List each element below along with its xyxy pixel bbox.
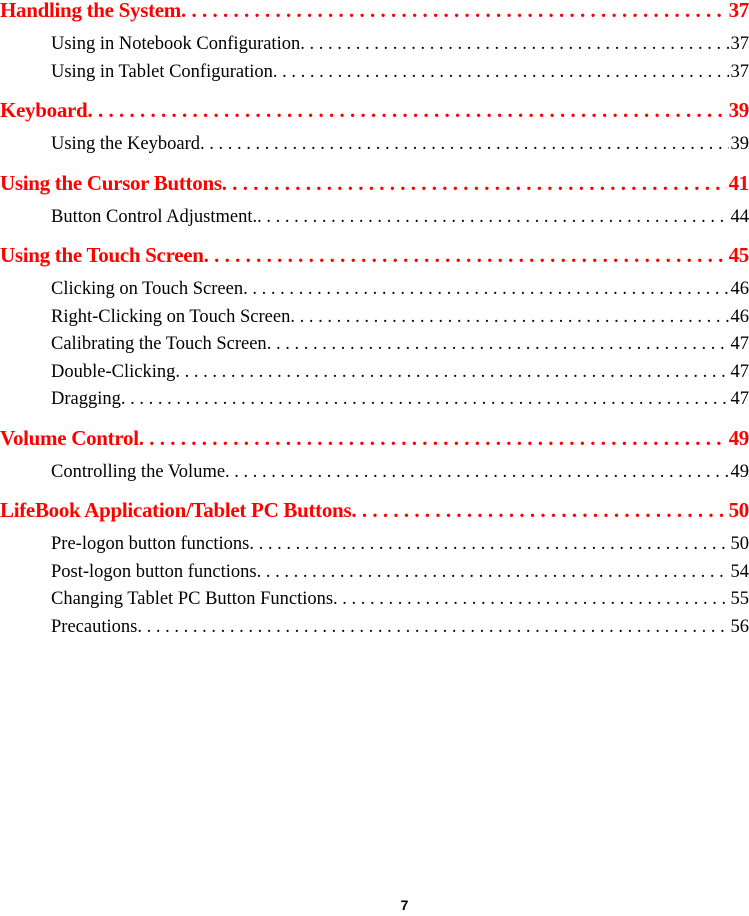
toc-chapter-page: 49 <box>728 425 749 450</box>
toc-entry-row[interactable] <box>0 31 749 59</box>
dot-leader <box>351 497 726 523</box>
toc-entry-page: 47 <box>730 389 749 409</box>
dot-leader <box>139 425 727 451</box>
toc-entry-page: 37 <box>730 34 749 54</box>
toc-chapter-title: LifeBook Application/Tablet PC Buttons <box>0 498 352 522</box>
toc-entry-page: 47 <box>730 334 749 354</box>
toc-entry-title: Double-Clicking <box>51 361 176 382</box>
toc-entry-row[interactable] <box>0 586 749 614</box>
toc-entry-row[interactable] <box>0 276 749 304</box>
toc-entry-page: 54 <box>730 561 749 582</box>
dot-leader <box>333 586 728 614</box>
toc-chapter-section <box>0 497 749 641</box>
toc-entry-row[interactable] <box>0 359 749 387</box>
toc-chapter-page: 37 <box>728 0 749 22</box>
toc-entry-title: Right-Clicking on Touch Screen <box>51 306 291 327</box>
toc-chapter-row[interactable] <box>0 497 749 523</box>
toc-entry-row[interactable] <box>0 59 749 87</box>
toc-chapter-section <box>0 170 749 232</box>
toc-entry-title: Using in Notebook Configuration <box>51 34 301 54</box>
toc-entry-page: 50 <box>730 534 749 554</box>
toc-entry-title: Using in Tablet Configuration <box>51 61 273 82</box>
toc-entry-row[interactable] <box>0 559 749 587</box>
toc-chapter-page: 41 <box>728 170 749 195</box>
toc-entry-row[interactable] <box>0 204 749 232</box>
toc-entry-title: Changing Tablet PC Button Functions <box>51 589 334 609</box>
toc-chapter-section <box>0 97 749 159</box>
dot-leader <box>273 59 729 87</box>
dot-leader <box>257 559 729 587</box>
toc-entry-page: 39 <box>730 134 749 154</box>
toc-chapter-row[interactable] <box>0 242 749 268</box>
toc-entry-page: 47 <box>730 361 749 382</box>
dot-leader <box>204 242 727 268</box>
toc-entry-page: 46 <box>730 306 749 327</box>
toc-chapter-section <box>0 242 749 414</box>
toc-chapter-title: Using the Cursor Buttons <box>0 170 222 195</box>
dot-leader <box>290 304 728 332</box>
toc-entry-title: Controlling the Volume <box>51 461 226 482</box>
dot-leader <box>121 386 729 414</box>
dot-leader <box>87 97 726 123</box>
toc-entry-page: 44 <box>730 206 749 227</box>
toc-entry-title: Dragging <box>51 389 121 409</box>
toc-entry-title: Button Control Adjustment. <box>51 206 258 227</box>
toc-chapter-row[interactable] <box>0 0 749 23</box>
toc-entry-page: 56 <box>730 616 749 637</box>
dot-leader <box>222 170 727 196</box>
toc-chapter-row[interactable] <box>0 97 749 123</box>
dot-leader <box>267 331 729 359</box>
toc-chapter-page: 50 <box>728 498 749 522</box>
toc-chapter-section <box>0 425 749 487</box>
toc-chapter-row[interactable] <box>0 170 749 196</box>
dot-leader <box>257 204 728 232</box>
toc-entry-title: Precautions <box>51 616 138 637</box>
toc-entry-page: 49 <box>730 461 749 482</box>
toc-entry-title: Clicking on Touch Screen <box>51 279 244 299</box>
dot-leader <box>137 614 728 642</box>
toc-entry-row[interactable] <box>0 304 749 332</box>
toc-entry-title: Calibrating the Touch Screen <box>51 334 267 354</box>
toc-entry-row[interactable] <box>0 531 749 559</box>
toc-chapter-title: Handling the System <box>0 0 181 22</box>
dot-leader <box>300 31 728 59</box>
dot-leader <box>181 0 727 23</box>
toc-chapter-title: Using the Touch Screen <box>0 243 204 267</box>
toc-entry-row[interactable] <box>0 331 749 359</box>
toc-entry-row[interactable] <box>0 386 749 414</box>
page-number: 7 <box>400 897 409 913</box>
toc-entry-row[interactable] <box>0 131 749 159</box>
dot-leader <box>175 359 728 387</box>
toc-chapter-row[interactable] <box>0 425 749 451</box>
toc-entry-page: 55 <box>730 589 749 609</box>
toc-entry-row[interactable] <box>0 459 749 487</box>
toc-entry-row[interactable] <box>0 614 749 642</box>
toc-chapter-section <box>0 0 749 86</box>
toc-entry-title: Pre-logon button functions <box>51 534 250 554</box>
dot-leader <box>249 531 728 559</box>
toc-chapter-page: 39 <box>728 98 749 122</box>
toc-entry-title: Post-logon button functions <box>51 561 257 582</box>
dot-leader <box>225 459 728 487</box>
toc-entry-title: Using the Keyboard <box>51 134 200 154</box>
toc-chapter-title: Keyboard <box>0 98 88 122</box>
toc-chapter-page: 45 <box>728 243 749 267</box>
toc-entry-page: 46 <box>730 279 749 299</box>
toc-entry-page: 37 <box>730 61 749 82</box>
toc-chapter-title: Volume Control <box>0 425 139 450</box>
dot-leader <box>200 131 729 159</box>
dot-leader <box>243 276 728 304</box>
